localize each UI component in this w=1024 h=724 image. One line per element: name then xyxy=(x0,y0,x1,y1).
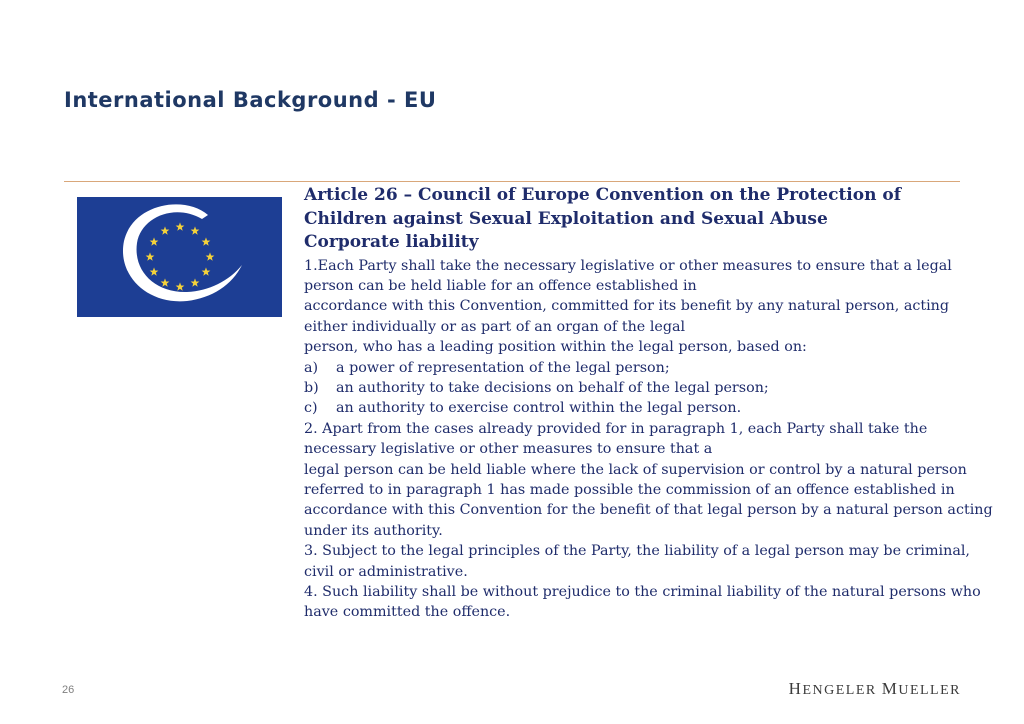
article-line: referred to in paragraph 1 has made possible the commission of an offence established in xyxy=(304,481,955,498)
slide-title: International Background - EU xyxy=(64,88,437,112)
brand-initial: H xyxy=(788,679,803,698)
council-of-europe-emblem-icon xyxy=(77,197,282,317)
list-item-marker: a) xyxy=(304,359,319,376)
article-line: civil or administrative. xyxy=(304,563,468,580)
list-item xyxy=(304,378,1008,398)
hengeler-mueller-logo xyxy=(789,679,961,699)
list-item-marker: c) xyxy=(304,400,318,417)
article-line: under its authority. xyxy=(304,522,443,539)
article-body xyxy=(304,256,1008,623)
article-line: have committed the offence. xyxy=(304,604,511,621)
article-line: person can be held liable for an offence established in xyxy=(304,277,697,294)
list-item-text: a power of representation of the legal person; xyxy=(336,359,670,376)
article-line: person, who has a leading position within the legal person, based on: xyxy=(304,339,807,356)
article-heading-line-3: Corporate liability xyxy=(304,232,479,252)
page-number: 26 xyxy=(62,684,75,696)
brand-text: ENGELER xyxy=(802,683,877,698)
list-item xyxy=(304,398,1008,418)
article-line: either individually or as part of an organ of the legal xyxy=(304,318,686,335)
list-item-text: an authority to take decisions on behalf of the legal person; xyxy=(336,379,769,396)
title-divider xyxy=(64,181,960,182)
article-heading-line-2: Children against Sexual Exploitation and Sexual Abuse xyxy=(304,208,828,229)
brand-initial: M xyxy=(881,679,899,698)
article-26-text xyxy=(304,183,1008,623)
list-item xyxy=(304,358,1008,378)
article-line: 3. Subject to the legal principles of the Party, the liability of a legal person may be criminal, xyxy=(304,543,970,560)
article-line: accordance with this Convention for the benefit of that legal person by a natural person acting xyxy=(304,502,993,519)
list-item-marker: b) xyxy=(304,379,319,396)
article-heading xyxy=(304,183,1008,255)
list-item-text: an authority to exercise control within the legal person. xyxy=(336,400,742,417)
article-line: 2. Apart from the cases already provided for in paragraph 1, each Party shall take the xyxy=(304,420,928,437)
article-line: 4. Such liability shall be without prejudice to the criminal liability of the natural persons who xyxy=(304,584,981,600)
article-line: 1.Each Party shall take the necessary legislative or other measures to ensure that a legal xyxy=(304,257,952,274)
article-heading-line-1: Article 26 – Council of Europe Convention on the Protection of xyxy=(304,185,902,205)
brand-text: UELLER xyxy=(898,683,961,698)
article-line: legal person can be held liable where the lack of supervision or control by a natural person xyxy=(304,461,967,478)
council-of-europe-logo xyxy=(77,197,282,317)
article-line: accordance with this Convention, committed for its benefit by any natural person, acting xyxy=(304,298,950,315)
article-line: necessary legislative or other measures to ensure that a xyxy=(304,441,713,458)
